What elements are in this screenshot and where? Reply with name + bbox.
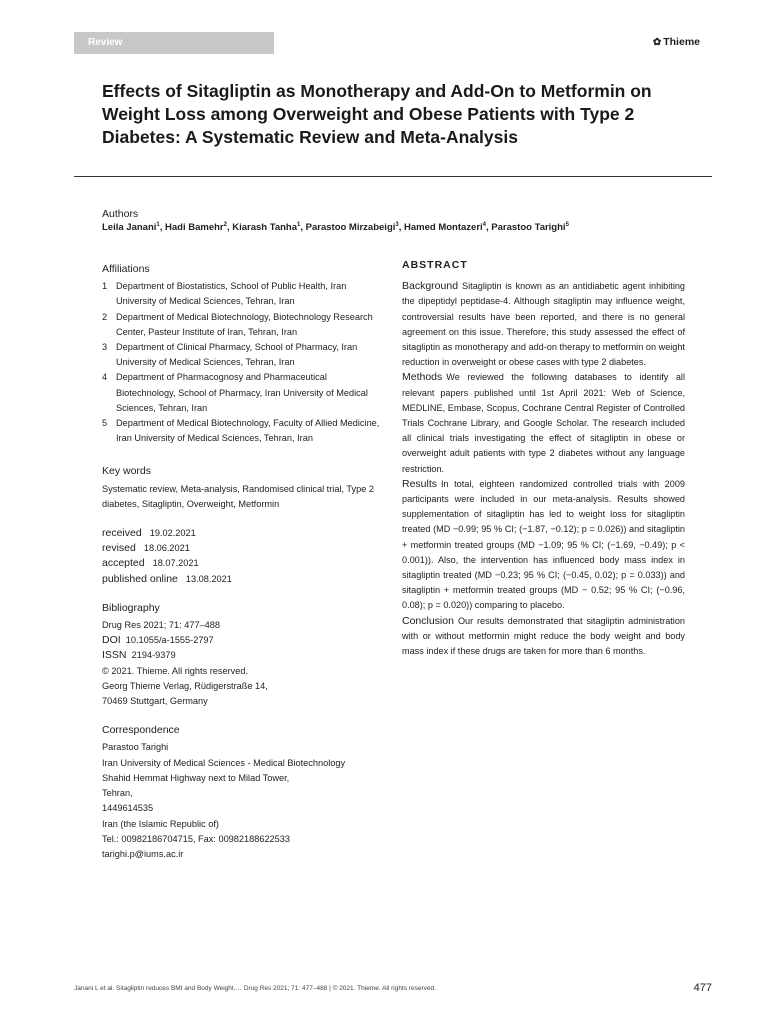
date-row: published online 13.08.2021	[102, 572, 232, 585]
correspondence-line: Parastoo Tarighi	[102, 742, 169, 753]
date-row: accepted 18.07.2021	[102, 557, 199, 570]
correspondence-heading: Correspondence	[102, 724, 180, 737]
title-divider	[74, 176, 712, 177]
affiliation-item: 1 Department of Biostatistics, School of Public Health, Iran University of Medical Sciences, Tehran, Iran	[102, 281, 347, 307]
correspondence-line: 1449614535	[102, 803, 154, 814]
left-column	[102, 262, 384, 862]
bibliography-heading: Bibliography	[102, 601, 160, 614]
bibliography-block	[102, 601, 384, 709]
running-footer: Janani L et al. Sitagliptin reduces BMI and Body Weight.… Drug Res 2021; 71: 477–488 | © 2021. Thieme. All rights reserved.	[74, 985, 436, 992]
doi-link[interactable]: 10.1055/a-1555-2797	[125, 635, 214, 646]
affiliation-item: 4 Department of Pharmacognosy and Pharmaceutical Biotechnology, School of Pharmacy, Iran University of Medical Sciences, Tehran, Iran	[102, 372, 368, 413]
section-tag: Review	[74, 32, 274, 54]
correspondence-line: Iran (the Islamic Republic of)	[102, 818, 219, 829]
publisher-name: Thieme	[663, 36, 700, 48]
author-affiliation-ref: 5	[565, 222, 569, 228]
author-name: Hadi Bamehr	[165, 222, 224, 234]
publisher-logo	[653, 36, 700, 48]
keywords-text: Systematic review, Meta-analysis, Randomised clinical trial, Type 2 diabetes, Sitagliptin, Overweight, Metformin	[102, 483, 374, 509]
doi-line: DOI 10.1055/a-1555-2797	[102, 634, 214, 647]
thieme-logo-icon: ✿	[652, 37, 662, 48]
author-name: Hamed Montazeri	[404, 222, 483, 234]
author-name: Kiarash Tanha	[232, 222, 298, 234]
abstract-methods: Methods We reviewed the following databases to identify all relevant papers published until 1st April 2021: Web of Science, MEDLINE, Embase, Scopus, Cochrane Central Register of Controlled Trials Cochrane Library, and Google Scholar. The research included all clinical trials investigating the effect of sitagliptin in obese or overweight adult patients with type 2 diabetes without any language restriction.	[402, 371, 685, 474]
authors-label: Authors	[102, 208, 139, 220]
keywords-heading: Key words	[102, 465, 152, 478]
author-affiliation-ref: 4	[482, 222, 487, 228]
correspondence-email[interactable]: tarighi.p@iums.ac.ir	[102, 848, 184, 859]
publisher-address: 70469 Stuttgart, Germany	[102, 696, 208, 707]
correspondence-line: Tehran,	[102, 788, 133, 799]
author-name: Parastoo Mirzabeigi	[305, 222, 396, 234]
citation: Drug Res 2021; 71: 477–488	[102, 620, 220, 631]
publisher-address: Georg Thieme Verlag, Rüdigerstraße 14,	[102, 680, 268, 691]
affiliation-item: 5 Department of Medical Biotechnology, Faculty of Allied Medicine, Iran University of Medical Sciences, Tehran, Iran	[102, 418, 380, 444]
date-row: received 19.02.2021	[102, 527, 196, 540]
affiliations-heading: Affiliations	[102, 263, 150, 275]
correspondence-line: Iran University of Medical Sciences - Medical Biotechnology	[102, 757, 346, 768]
author-affiliation-ref: 1	[156, 222, 160, 228]
abstract-heading: ABSTRACT	[402, 259, 468, 271]
affiliation-list	[102, 279, 384, 446]
abstract-background: Background Sitagliptin is known as an antidiabetic agent inhibiting the dipeptidyl peptidase-4. Although sitagliptin may influence weight, controversial results have been reported, and there is no general agreement on this issue. Therefore, this study assessed the effect of sitagliptin as monotherapy and add-on therapy to metformin on weight reduction in overweight or obese cases with type 2 diabetes.	[402, 280, 685, 368]
publication-dates	[102, 526, 384, 587]
abstract-results: Results In total, eighteen randomized controlled trials with 2009 participants were included in our meta-analysis. Results showed supplementation of sitagliptin has led to weight loss for sitagliptin treated (MD −0.99; 95 % CI; (−1.87, −0.12); p = 0.026)) and sitagliptin + metformin treated groups (MD −1.09; 95 % CI; (−1.69, −0.49); p < 0.001)). Also, the intervention has influenced body mass index in sitagliptin treated (MD −0.23; 95 % CI; (−0.45, 0.02); p = 0.033)) and sitagliptin + metformin treated groups (MD − 0.52; 95 % CI; (−0.96, 0.08); p = 0.020)) comparing to placebo.	[402, 477, 685, 611]
author-name: Leila Janani	[102, 222, 157, 234]
article-title: Effects of Sitagliptin as Monotherapy and Add-On to Metformin on Weight Loss among Overweight and Obese Patients with Type 2 Diabetes: A Systematic Review and Meta-Analysis	[102, 81, 652, 147]
affiliation-item: 3 Department of Clinical Pharmacy, School of Pharmacy, Iran University of Medical Sciences, Tehran, Iran	[102, 342, 358, 368]
issn-line: ISSN 2194-9379	[102, 649, 176, 662]
author-list: Leila Janani$^1$, Hadi Bamehr$^2$, Kiarash Tanha$^1$, Parastoo Mirzabeigi$^3$, Hamed Montazeri$^4$, Parastoo Tarighi$^5$	[102, 222, 569, 234]
correspondence-line: Shahid Hemmat Highway next to Milad Tower,	[102, 772, 290, 783]
date-row: revised 18.06.2021	[102, 542, 190, 555]
affiliation-item: 2 Department of Medical Biotechnology, Biotechnology Research Center, Pasteur Institute of Iran, Tehran, Iran	[102, 311, 373, 337]
author-affiliation-ref: 3	[395, 222, 399, 228]
correspondence-line: Tel.: 00982186704715, Fax: 00982188622533	[102, 833, 290, 844]
author-affiliation-ref: 2	[223, 222, 227, 228]
copyright: © 2021. Thieme. All rights reserved.	[102, 665, 249, 676]
author-name: Parastoo Tarighi	[491, 222, 566, 234]
page-number: 477	[693, 982, 712, 994]
author-affiliation-ref: 1	[297, 222, 301, 228]
abstract-column	[402, 258, 685, 659]
abstract-conclusion: Conclusion Our results demonstrated that sitagliptin administration with or without metformin might reduce the body weight and body mass index if these drugs are taken for more than 6 months.	[402, 614, 685, 657]
correspondence-block	[102, 723, 384, 862]
